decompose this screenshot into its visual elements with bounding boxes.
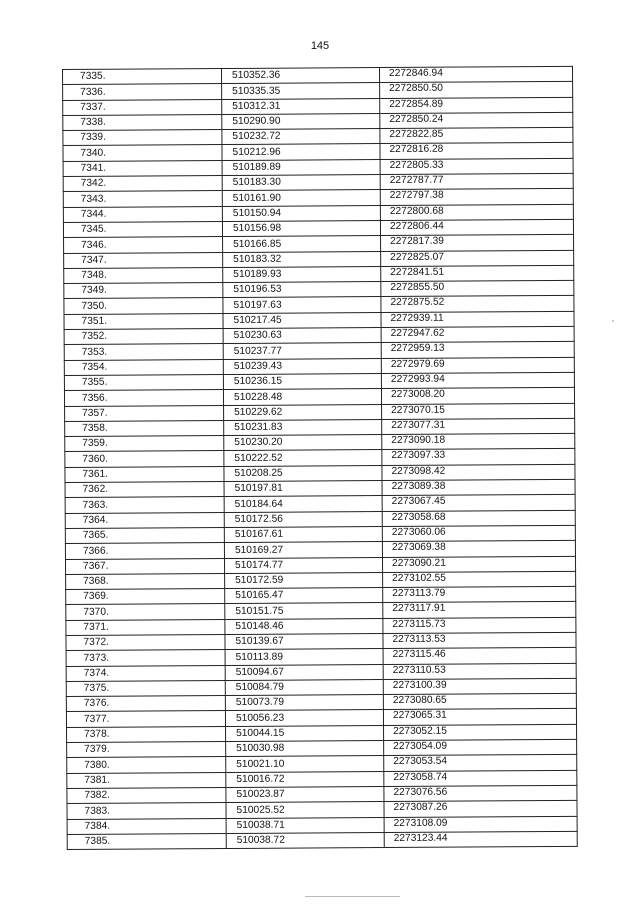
x-coordinate-cell: 510030.98 bbox=[226, 741, 384, 757]
y-coordinate-cell: 2272993.94 bbox=[381, 372, 574, 388]
y-coordinate-cell: 2272939.11 bbox=[381, 311, 574, 327]
x-coordinate-cell: 510044.15 bbox=[226, 725, 384, 741]
x-coordinate-cell: 510231.83 bbox=[224, 419, 382, 435]
point-number-cell: 7367. bbox=[65, 558, 224, 574]
x-coordinate-cell: 510094.67 bbox=[225, 664, 383, 680]
point-number-cell: 7339. bbox=[63, 130, 222, 146]
point-number-cell: 7359. bbox=[65, 436, 224, 452]
y-coordinate-cell: 2273108.09 bbox=[384, 816, 577, 832]
y-coordinate-cell: 2273090.18 bbox=[382, 433, 575, 449]
y-coordinate-cell: 2272979.69 bbox=[381, 357, 574, 373]
point-number-cell: 7381. bbox=[67, 772, 226, 788]
y-coordinate-cell: 2273077.31 bbox=[382, 418, 575, 434]
point-number-cell: 7356. bbox=[64, 390, 223, 406]
y-coordinate-cell: 2273008.20 bbox=[381, 388, 574, 404]
x-coordinate-cell: 510197.63 bbox=[223, 297, 381, 313]
point-number-cell: 7350. bbox=[64, 298, 223, 314]
y-coordinate-cell: 2273123.44 bbox=[384, 831, 577, 847]
x-coordinate-cell: 510239.43 bbox=[223, 358, 381, 374]
point-number-cell: 7360. bbox=[65, 451, 224, 467]
x-coordinate-cell: 510174.77 bbox=[224, 557, 382, 573]
point-number-cell: 7373. bbox=[66, 650, 225, 666]
y-coordinate-cell: 2273065.31 bbox=[383, 709, 576, 725]
x-coordinate-cell: 510228.48 bbox=[223, 389, 381, 405]
x-coordinate-cell: 510167.61 bbox=[224, 526, 382, 542]
y-coordinate-cell: 2272959.13 bbox=[381, 342, 574, 358]
x-coordinate-cell: 510150.94 bbox=[222, 205, 380, 221]
x-coordinate-cell: 510237.77 bbox=[223, 343, 381, 359]
point-number-cell: 7354. bbox=[64, 359, 223, 375]
y-coordinate-cell: 2272850.24 bbox=[380, 112, 573, 128]
x-coordinate-cell: 510230.63 bbox=[223, 328, 381, 344]
x-coordinate-cell: 510148.46 bbox=[225, 618, 383, 634]
x-coordinate-cell: 510183.30 bbox=[222, 175, 380, 191]
point-number-cell: 7362. bbox=[65, 482, 224, 498]
point-number-cell: 7340. bbox=[63, 145, 222, 161]
bottom-rule bbox=[305, 896, 400, 897]
x-coordinate-cell: 510217.45 bbox=[223, 312, 381, 328]
y-coordinate-cell: 2273090.21 bbox=[382, 556, 575, 572]
y-coordinate-cell: 2272817.39 bbox=[381, 235, 574, 251]
x-coordinate-cell: 510232.72 bbox=[222, 129, 380, 145]
y-coordinate-cell: 2273089.38 bbox=[382, 479, 575, 495]
y-coordinate-cell: 2273117.91 bbox=[383, 602, 576, 618]
x-coordinate-cell: 510056.23 bbox=[225, 710, 383, 726]
coordinates-table-body bbox=[63, 66, 578, 849]
x-coordinate-cell: 510196.53 bbox=[223, 282, 381, 298]
x-coordinate-cell: 510335.35 bbox=[222, 83, 380, 99]
y-coordinate-cell: 2273054.09 bbox=[384, 739, 577, 755]
y-coordinate-cell: 2272787.77 bbox=[380, 173, 573, 189]
coordinates-table bbox=[62, 66, 578, 850]
x-coordinate-cell: 510208.25 bbox=[224, 465, 382, 481]
x-coordinate-cell: 510021.10 bbox=[226, 756, 384, 772]
y-coordinate-cell: 2273097.33 bbox=[382, 449, 575, 465]
y-coordinate-cell: 2272816.28 bbox=[380, 143, 573, 159]
point-number-cell: 7341. bbox=[63, 160, 222, 176]
x-coordinate-cell: 510229.62 bbox=[224, 404, 382, 420]
y-coordinate-cell: 2273053.54 bbox=[384, 755, 577, 771]
y-coordinate-cell: 2273115.46 bbox=[383, 648, 576, 664]
point-number-cell: 7352. bbox=[64, 329, 223, 345]
y-coordinate-cell: 2273060.06 bbox=[382, 525, 575, 541]
point-number-cell: 7374. bbox=[66, 665, 225, 681]
x-coordinate-cell: 510151.75 bbox=[225, 603, 383, 619]
x-coordinate-cell: 510184.64 bbox=[224, 496, 382, 512]
point-number-cell: 7335. bbox=[63, 69, 222, 85]
y-coordinate-cell: 2272855.50 bbox=[381, 281, 574, 297]
x-coordinate-cell: 510212.96 bbox=[222, 144, 380, 160]
x-coordinate-cell: 510197.81 bbox=[224, 481, 382, 497]
y-coordinate-cell: 2273080.65 bbox=[383, 694, 576, 710]
y-coordinate-cell: 2273100.39 bbox=[383, 678, 576, 694]
x-coordinate-cell: 510222.52 bbox=[224, 450, 382, 466]
point-number-cell: 7344. bbox=[63, 206, 222, 222]
y-coordinate-cell: 2273113.79 bbox=[383, 586, 576, 602]
y-coordinate-cell: 2273087.26 bbox=[384, 801, 577, 817]
point-number-cell: 7380. bbox=[67, 757, 226, 773]
point-number-cell: 7383. bbox=[67, 803, 226, 819]
y-coordinate-cell: 2273067.45 bbox=[382, 495, 575, 511]
x-coordinate-cell: 510038.72 bbox=[226, 832, 384, 848]
point-number-cell: 7365. bbox=[65, 527, 224, 543]
x-coordinate-cell: 510025.52 bbox=[226, 802, 384, 818]
x-coordinate-cell: 510172.56 bbox=[224, 511, 382, 527]
point-number-cell: 7338. bbox=[63, 114, 222, 130]
point-number-cell: 7363. bbox=[65, 497, 224, 513]
y-coordinate-cell: 2272797.38 bbox=[380, 189, 573, 205]
y-coordinate-cell: 2272841.51 bbox=[381, 265, 574, 281]
point-number-cell: 7357. bbox=[65, 405, 224, 421]
x-coordinate-cell: 510189.93 bbox=[223, 266, 381, 282]
x-coordinate-cell: 510016.72 bbox=[226, 771, 384, 787]
y-coordinate-cell: 2273070.15 bbox=[382, 403, 575, 419]
x-coordinate-cell: 510161.90 bbox=[222, 190, 380, 206]
point-number-cell: 7355. bbox=[64, 374, 223, 390]
y-coordinate-cell: 2273113.53 bbox=[383, 632, 576, 648]
x-coordinate-cell: 510230.20 bbox=[224, 435, 382, 451]
y-coordinate-cell: 2273052.15 bbox=[384, 724, 577, 740]
scan-artifact bbox=[612, 320, 614, 322]
y-coordinate-cell: 2273102.55 bbox=[383, 571, 576, 587]
y-coordinate-cell: 2272875.52 bbox=[381, 296, 574, 312]
point-number-cell: 7377. bbox=[66, 711, 225, 727]
y-coordinate-cell: 2272806.44 bbox=[380, 219, 573, 235]
point-number-cell: 7368. bbox=[66, 573, 225, 589]
point-number-cell: 7349. bbox=[64, 283, 223, 299]
point-number-cell: 7376. bbox=[66, 696, 225, 712]
y-coordinate-cell: 2272850.50 bbox=[380, 82, 573, 98]
point-number-cell: 7375. bbox=[66, 680, 225, 696]
y-coordinate-cell: 2273058.74 bbox=[384, 770, 577, 786]
x-coordinate-cell: 510165.47 bbox=[225, 588, 383, 604]
point-number-cell: 7369. bbox=[66, 589, 225, 605]
y-coordinate-cell: 2272800.68 bbox=[380, 204, 573, 220]
x-coordinate-cell: 510236.15 bbox=[223, 373, 381, 389]
x-coordinate-cell: 510113.89 bbox=[225, 649, 383, 665]
y-coordinate-cell: 2272854.89 bbox=[380, 97, 573, 113]
y-coordinate-cell: 2273115.73 bbox=[383, 617, 576, 633]
point-number-cell: 7385. bbox=[67, 833, 226, 849]
x-coordinate-cell: 510290.90 bbox=[222, 113, 380, 129]
point-number-cell: 7364. bbox=[65, 512, 224, 528]
y-coordinate-cell: 2272846.94 bbox=[379, 66, 572, 82]
point-number-cell: 7337. bbox=[63, 99, 222, 115]
y-coordinate-cell: 2273069.38 bbox=[382, 541, 575, 557]
x-coordinate-cell: 510023.87 bbox=[226, 787, 384, 803]
x-coordinate-cell: 510312.31 bbox=[222, 98, 380, 114]
point-number-cell: 7378. bbox=[67, 726, 226, 742]
point-number-cell: 7347. bbox=[64, 252, 223, 268]
y-coordinate-cell: 2273098.42 bbox=[382, 464, 575, 480]
y-coordinate-cell: 2272947.62 bbox=[381, 326, 574, 342]
point-number-cell: 7379. bbox=[67, 742, 226, 758]
point-number-cell: 7366. bbox=[65, 543, 224, 559]
point-number-cell: 7372. bbox=[66, 634, 225, 650]
x-coordinate-cell: 510156.98 bbox=[222, 221, 380, 237]
x-coordinate-cell: 510183.32 bbox=[223, 251, 381, 267]
page-number: 145 bbox=[310, 40, 330, 52]
point-number-cell: 7358. bbox=[65, 420, 224, 436]
y-coordinate-cell: 2272822.85 bbox=[380, 128, 573, 144]
x-coordinate-cell: 510073.79 bbox=[225, 695, 383, 711]
y-coordinate-cell: 2272825.07 bbox=[381, 250, 574, 266]
x-coordinate-cell: 510352.36 bbox=[222, 68, 380, 84]
x-coordinate-cell: 510084.79 bbox=[225, 679, 383, 695]
x-coordinate-cell: 510189.89 bbox=[222, 159, 380, 175]
x-coordinate-cell: 510169.27 bbox=[224, 542, 382, 558]
y-coordinate-cell: 2272805.33 bbox=[380, 158, 573, 174]
point-number-cell: 7382. bbox=[67, 787, 226, 803]
y-coordinate-cell: 2273058.68 bbox=[382, 510, 575, 526]
point-number-cell: 7351. bbox=[64, 313, 223, 329]
point-number-cell: 7384. bbox=[67, 818, 226, 834]
x-coordinate-cell: 510139.67 bbox=[225, 634, 383, 650]
point-number-cell: 7346. bbox=[64, 237, 223, 253]
y-coordinate-cell: 2273076.56 bbox=[384, 785, 577, 801]
x-coordinate-cell: 510166.85 bbox=[223, 236, 381, 252]
point-number-cell: 7370. bbox=[66, 604, 225, 620]
point-number-cell: 7343. bbox=[63, 191, 222, 207]
x-coordinate-cell: 510172.59 bbox=[225, 572, 383, 588]
point-number-cell: 7371. bbox=[66, 619, 225, 635]
point-number-cell: 7348. bbox=[64, 267, 223, 283]
point-number-cell: 7345. bbox=[63, 221, 222, 237]
x-coordinate-cell: 510038.71 bbox=[226, 817, 384, 833]
point-number-cell: 7361. bbox=[65, 466, 224, 482]
point-number-cell: 7342. bbox=[63, 176, 222, 192]
table-row bbox=[67, 831, 577, 849]
point-number-cell: 7353. bbox=[64, 344, 223, 360]
y-coordinate-cell: 2273110.53 bbox=[383, 663, 576, 679]
point-number-cell: 7336. bbox=[63, 84, 222, 100]
